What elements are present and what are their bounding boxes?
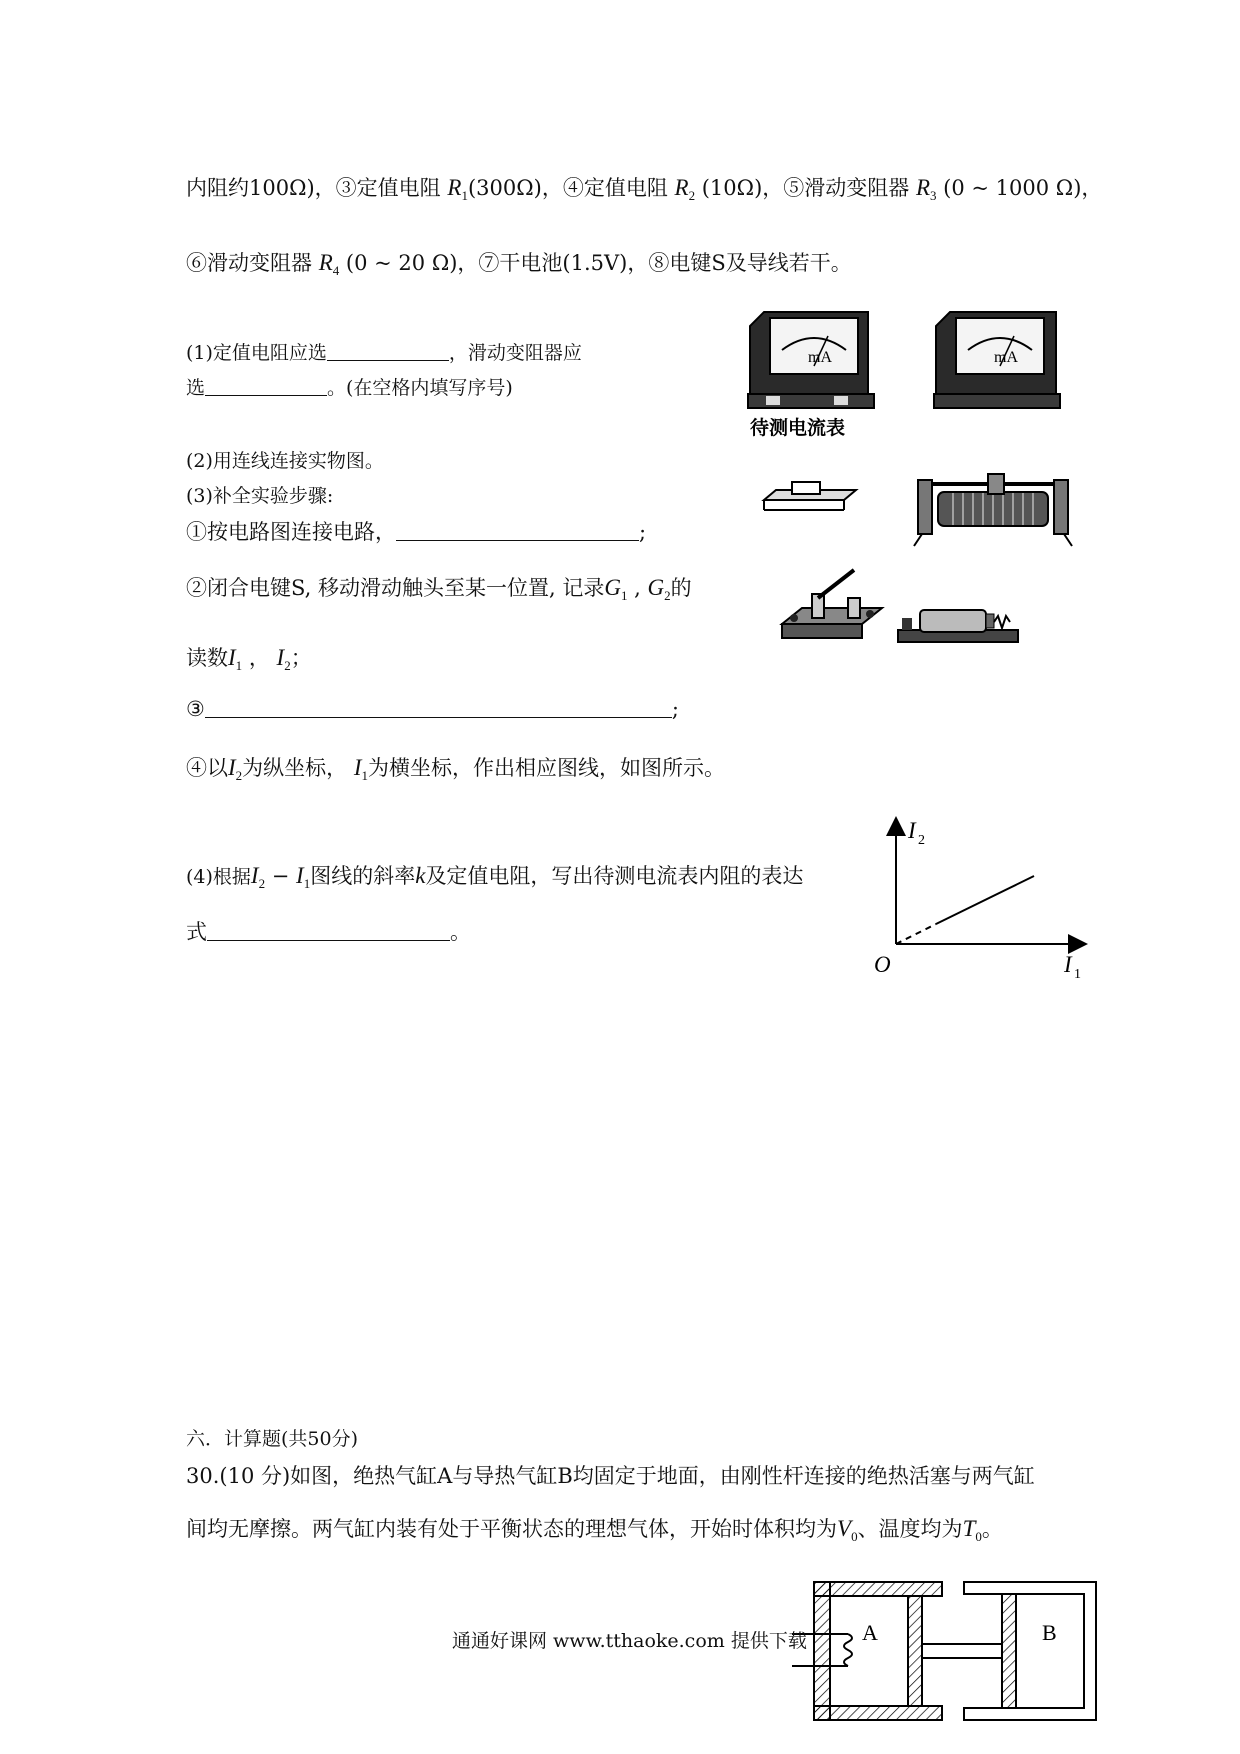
cylinder-figure bbox=[790, 1578, 1106, 1728]
answer-blank-step1[interactable] bbox=[396, 522, 639, 541]
answer-blank-expression[interactable] bbox=[207, 922, 450, 941]
q3-step2-line2: 读数$I_1$ ， $I_2$； bbox=[186, 645, 312, 673]
q4-line-2: 式 。 bbox=[186, 920, 471, 944]
graph-line bbox=[936, 876, 1034, 924]
meter-unit-label-2: mA bbox=[994, 349, 1018, 366]
equipment-line-2: ⑥滑动变阻器 $R_4$ (0 ~ 20 Ω)，⑦干电池(1.5V)，⑧电键S及导线若干。 bbox=[186, 250, 852, 278]
q3-step1: ①按电路图连接电路， ; bbox=[186, 520, 647, 544]
problem30-line-2: 间均无摩擦。两气缸内装有处于平衡状态的理想气体，开始时体积均为$V_0$、温度均为$T_0$。 bbox=[186, 1516, 1003, 1544]
answer-blank-rheostat[interactable] bbox=[205, 377, 327, 396]
q3-step2-line1: ②闭合电键S, 移动滑动触头至某一位置, 记录$G_1$ , $G_2$的 bbox=[186, 575, 692, 603]
meter-caption: 待测电流表 bbox=[750, 418, 846, 439]
cylinder-b-label: B bbox=[1042, 1620, 1057, 1645]
graph-y-label-sub: 2 bbox=[918, 833, 925, 848]
q3-step3: ③ ; bbox=[186, 697, 679, 721]
graph-y-label: I bbox=[908, 818, 916, 843]
cylinder-a-wall-left bbox=[814, 1582, 830, 1720]
q3-step4: ④以$I_2$为纵坐标， $I_1$为横坐标，作出相应图线，如图所示。 bbox=[186, 755, 726, 783]
q4-line-1: (4)根据$I_2 - I_1$图线的斜率k及定值电阻，写出待测电流表内阻的表达 bbox=[186, 863, 804, 891]
cylinder-a-wall-bottom bbox=[814, 1706, 942, 1720]
cylinder-a-label: A bbox=[862, 1620, 878, 1645]
section6-title: 六．计算题(共50分) bbox=[186, 1428, 359, 1450]
problem30-line-1: 30.(10 分)如图，绝热气缸A与导热气缸B均固定于地面，由刚性杆连接的绝热活塞与两气缸 bbox=[186, 1464, 1035, 1488]
i2-i1-graph bbox=[860, 812, 1090, 982]
piston-a bbox=[908, 1596, 922, 1706]
answer-blank-step3[interactable] bbox=[205, 699, 672, 718]
graph-line-extrapolated bbox=[896, 924, 936, 944]
meter-unit-label: mA bbox=[808, 349, 832, 366]
q3-title: (3)补全实验步骤: bbox=[186, 485, 334, 507]
rheostat-figure bbox=[908, 460, 1078, 550]
q2-text: (2)用连线连接实物图。 bbox=[186, 450, 384, 472]
q1-line-2: 选 。(在空格内填写序号) bbox=[186, 377, 513, 399]
cylinder-b-wall bbox=[964, 1582, 1096, 1720]
battery-figure bbox=[894, 602, 1024, 646]
piston-b bbox=[1002, 1594, 1016, 1708]
graph-x-label: I bbox=[1064, 952, 1072, 977]
graph-origin-label: O bbox=[874, 952, 891, 977]
milliammeter-under-test-figure bbox=[740, 302, 890, 442]
answer-blank-fixed-resistor[interactable] bbox=[327, 342, 449, 361]
milliammeter-figure bbox=[928, 302, 1068, 412]
q1-line-1: (1)定值电阻应选 ，滑动变阻器应 bbox=[186, 342, 582, 364]
switch-figure bbox=[778, 564, 888, 650]
footer-watermark: 通通好课网 www.tthaoke.com 提供下载 bbox=[452, 1630, 807, 1652]
fixed-resistor-figure bbox=[760, 476, 860, 516]
equipment-line-1: 内阻约100Ω)，③定值电阻 $R_1(300\Omega)$，④定值电阻 $R_2$ (10Ω)，⑤滑动变阻器 $R_3$ (0 ~ 1000 Ω)， bbox=[186, 175, 1103, 203]
cylinder-a-wall-top bbox=[814, 1582, 942, 1596]
graph-x-label-sub: 1 bbox=[1074, 967, 1081, 982]
